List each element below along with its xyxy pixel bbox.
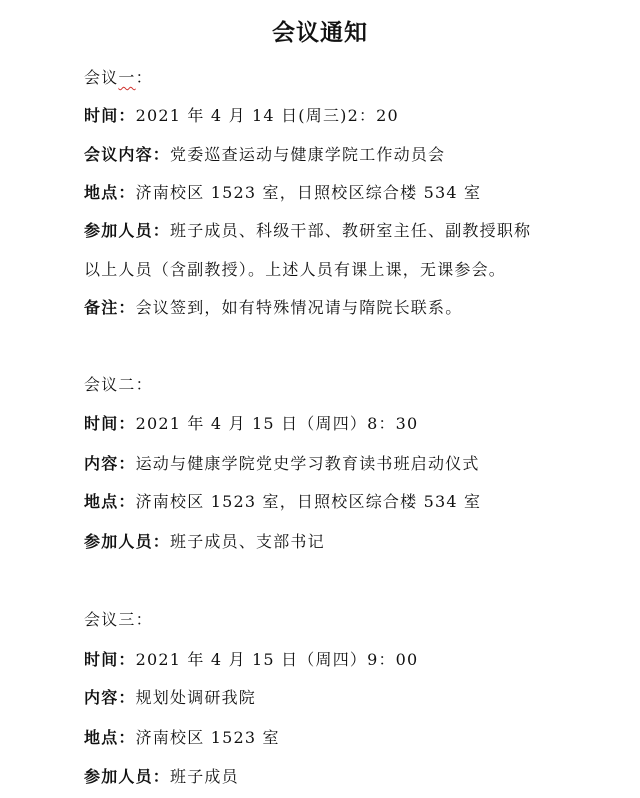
meeting-3-attendees — [84, 765, 239, 789]
meeting-3-content-value: 规划处调研我院 — [135, 688, 257, 707]
meeting-1-content-label: 会议内容： — [84, 145, 171, 164]
meeting-1-content-value: 党委巡查运动与健康学院工作动员会 — [170, 145, 446, 164]
meeting-2-location-value: 济南校区 1523 室，日照校区综合楼 534 室 — [135, 492, 482, 511]
meeting-3-time-value: 2021 年 4 月 15 日（周四）9：00 — [135, 650, 419, 669]
meeting-2-time-label: 时间： — [84, 414, 136, 433]
meeting-1-heading — [84, 66, 153, 90]
meeting-1-heading-number: 一 — [118, 68, 136, 87]
meeting-3-location-label: 地点： — [84, 728, 136, 747]
meeting-3-time-label: 时间： — [84, 650, 136, 669]
meeting-2-attendees — [84, 530, 325, 554]
meeting-3-location — [84, 726, 280, 750]
meeting-3-attendees-label: 参加人员： — [84, 767, 171, 786]
meeting-1-time-label: 时间： — [84, 106, 136, 125]
meeting-1-attendees-continued: 以上人员（含副教授）。上述人员有课上课，无课参会。 — [84, 260, 507, 279]
meeting-2-content — [84, 452, 480, 476]
meeting-1-note-label: 备注： — [84, 298, 136, 317]
meeting-2-location — [84, 490, 481, 514]
meeting-1-location — [84, 181, 481, 205]
meeting-3-content-label: 内容： — [84, 688, 136, 707]
meeting-2-content-label: 内容： — [84, 454, 136, 473]
meeting-1-attendees-label: 参加人员： — [84, 221, 171, 240]
meeting-3-attendees-value: 班子成员 — [170, 767, 239, 786]
document-title: 会议通知 — [272, 19, 368, 46]
meeting-2-attendees-value: 班子成员、支部书记 — [170, 532, 325, 551]
meeting-1-time — [84, 104, 399, 128]
meeting-1-location-value: 济南校区 1523 室，日照校区综合楼 534 室 — [135, 183, 482, 202]
meeting-1-heading-colon: ： — [135, 68, 153, 87]
meeting-3-location-value: 济南校区 1523 室 — [135, 728, 280, 747]
meeting-3-heading: 会议三： — [84, 610, 153, 629]
meeting-1-time-value: 2021 年 4 月 14 日(周三)2：20 — [135, 106, 399, 125]
meeting-1-content — [84, 143, 445, 167]
meeting-3-content — [84, 686, 256, 710]
meeting-2-time-value: 2021 年 4 月 15 日（周四）8：30 — [135, 414, 419, 433]
meeting-3-time — [84, 648, 418, 672]
meeting-2-time — [84, 412, 418, 436]
meeting-2-location-label: 地点： — [84, 492, 136, 511]
meeting-2-attendees-label: 参加人员： — [84, 532, 171, 551]
meeting-1-note-value: 会议签到，如有特殊情况请与隋院长联系。 — [135, 298, 463, 317]
meeting-1-attendees-value: 班子成员、科级干部、教研室主任、副教授职称 — [170, 221, 532, 240]
meeting-1-note — [84, 296, 462, 320]
meeting-1-attendees — [84, 219, 531, 243]
meeting-1-location-label: 地点： — [84, 183, 136, 202]
meeting-2-content-value: 运动与健康学院党史学习教育读书班启动仪式 — [135, 454, 480, 473]
meeting-2-heading: 会议二： — [84, 375, 153, 394]
meeting-1-heading-text: 会议 — [84, 68, 119, 87]
